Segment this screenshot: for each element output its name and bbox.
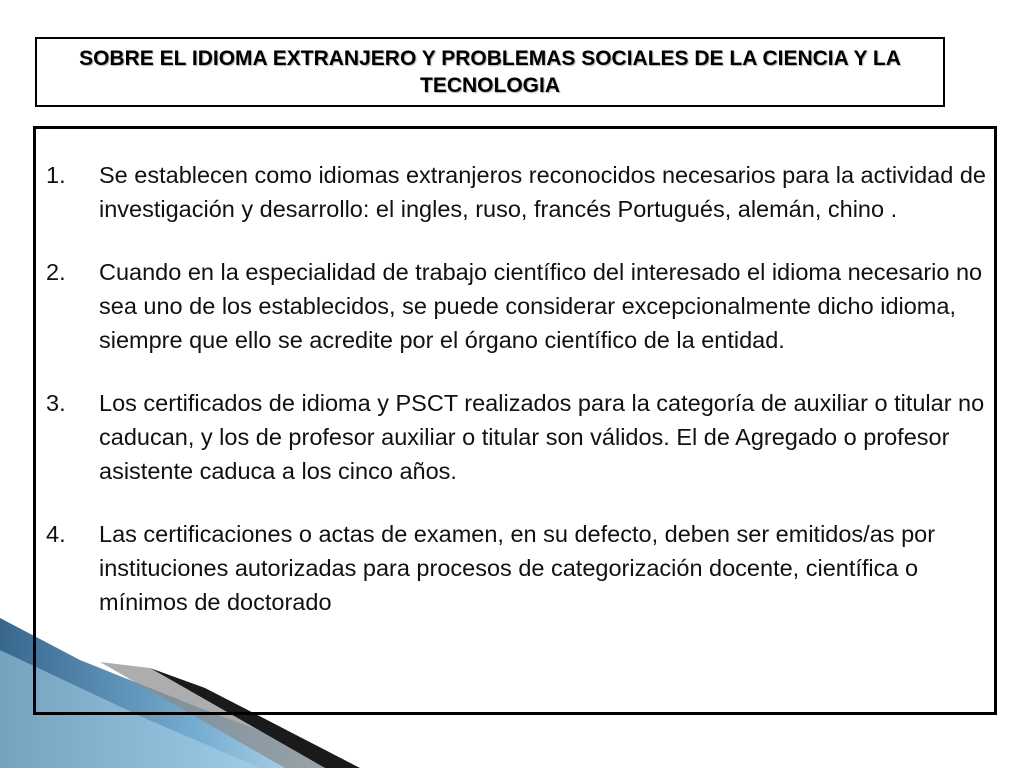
list-item-text: Cuando en la especialidad de trabajo científico del interesado el idioma necesario no sea uno de los establecidos, se puede considerar excepcionalmente dicho idioma, siempre que ello se acredite por el órgano científico de la entidad. xyxy=(99,259,983,353)
title-box xyxy=(35,37,945,107)
list-item-text: Se establecen como idiomas extranjeros reconocidos necesarios para la actividad de investigación y desarrollo: el ingles, ruso, francés Portugués, alemán, chino . xyxy=(99,162,986,222)
list-item-number: 3. xyxy=(46,390,66,416)
list-item-number: 1. xyxy=(46,162,66,188)
numbered-list xyxy=(46,158,986,619)
list-item xyxy=(46,386,986,488)
list-item xyxy=(46,255,986,357)
content-box xyxy=(33,126,997,715)
list-item-text: Los certificados de idioma y PSCT realizados para la categoría de auxiliar o titular no caducan, y los de profesor auxiliar o titular son válidos. El de Agregado o profesor asistente caduca a los cinco años. xyxy=(99,390,985,484)
list-item-number: 4. xyxy=(46,521,66,547)
list-item xyxy=(46,517,986,619)
list-item-number: 2. xyxy=(46,259,66,285)
list-item xyxy=(46,158,986,226)
list-item-text: Las certificaciones o actas de examen, en su defecto, deben ser emitidos/as por instituciones autorizadas para procesos de categorización docente, científica o mínimos de doctorado xyxy=(99,521,936,615)
slide-title: SOBRE EL IDIOMA EXTRANJERO Y PROBLEMAS SOCIALES DE LA CIENCIA Y LA TECNOLOGIA xyxy=(79,46,901,97)
